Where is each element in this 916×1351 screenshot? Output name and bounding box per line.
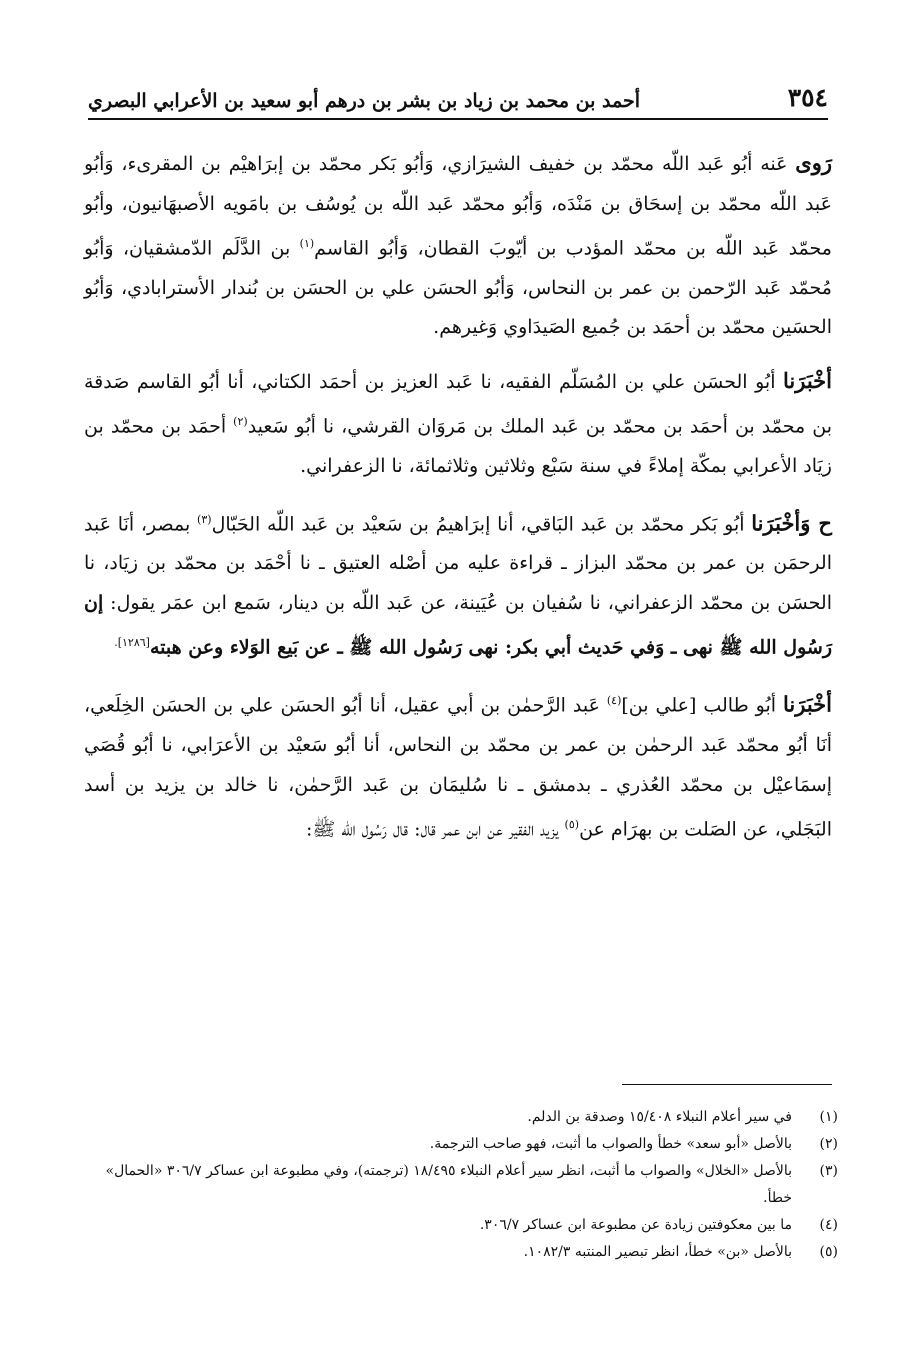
footnote-number: (١)	[819, 1109, 838, 1125]
paragraph-lead: ح وَأخْبَرَنا	[751, 509, 832, 535]
paragraph-text: يزيد الفقير عن ابن عمر قال: قال رَسُول الله ﷺ:	[306, 818, 565, 841]
paragraph-text: أبُو بَكر محمّد بن عَبد البَاقي، أنا إبرَاهيمُ بن سَعيْد بن عَبد اللّه الحَبّال	[211, 512, 752, 535]
body-text	[84, 143, 832, 863]
footnote-marker: (٥)	[564, 818, 580, 832]
paragraph-text: أبُو طالب [علي بن]	[621, 694, 784, 717]
page-header	[88, 78, 828, 120]
paragraph-narrators	[84, 143, 832, 348]
footnote-item	[80, 1212, 838, 1239]
hadith-number: [١٢٨٦].	[114, 636, 150, 650]
paragraph-text: بمصر، أنَا عَبد الرحمَن بن عمر بن محمّد البزاز ـ قراءة عليه من أصْله العتيق ـ نا أحْمَد بن محمّد بن زيَاد، نا الحسَن بن محمّد الزعفراني، نا سُفيان بن عُيَينة، عن عَبد اللّه بن دينار، سَمع ابن عمَر يقول:	[84, 512, 832, 614]
running-title: أحمد بن محمد بن زياد بن بشر بن درهم أبو سعيد بن الأعرابي البصري	[88, 90, 641, 112]
footnote-marker: (١)	[299, 237, 315, 250]
paragraph-text: عَبد الرَّحمٰن بن أبي عقيل، أنا أبُو الحسَن علي بن الحسَن الخِلَعي، أنَا أبُو محمّد عَبد الرحمٰن بن عمر بن محمّد بن النحاس، أنا أبُو سَعيْد بن الأعرَابي، نا أبُو قُصَي إسمَاعيْل بن محمّد العُذري ـ بدمشق ـ نا سُليمَان بن عَبد الرَّحمٰن، نا خالد بن يزيد بن أسد البَجَلي، عن الصَلت بن بهرَام عن	[84, 694, 832, 841]
paragraph-text: عَنه أبُو عَبد اللّه محمّد بن خفيف الشيرَازي، وَأبُو بَكر محمّد بن إبرَاهيْم بن المقرىء، وَأبُو عَبد اللّه محمّد بن إسحَاق بن مَنْدَه، وَأبُو محمّد عَبد اللّه بن يُوسُف بن بامَويه الأصبهَانيون، وأبُو محمّد عَبد اللّه بن محمّد المؤدب بن أيّوبَ القطان، وَأبُو القاسم	[84, 153, 832, 260]
footnote-text: في سير أعلام النبلاء ١٥/٤٠٨ وصدقة بن الدلم.	[527, 1109, 792, 1125]
footnotes	[80, 1104, 838, 1266]
footnote-marker: (٣)	[197, 512, 212, 526]
paragraph-lead: أخْبَرَنا	[783, 691, 832, 717]
footnote-marker: (٢)	[233, 415, 248, 429]
footnote-marker: (٤)	[606, 694, 622, 708]
paragraph-isnad-1	[84, 361, 832, 487]
footnote-item	[80, 1158, 838, 1212]
paragraph-lead: أخْبَرَنا	[783, 367, 832, 393]
footnote-item	[80, 1131, 838, 1158]
footnote-number: (٤)	[819, 1217, 838, 1233]
paragraph-lead: رَوى	[795, 150, 832, 175]
footnote-separator	[622, 1084, 832, 1085]
page-number: ٣٥٤	[787, 83, 828, 112]
footnote-text: بالأصل «بن» خطأ، انظر تبصير المنتبه ١٠٨٢/٣.	[523, 1244, 792, 1260]
footnote-number: (٢)	[819, 1136, 838, 1152]
paragraph-text: بن الدَّلَم الدّمشقيان، وَأبُو مُحمّد عَبد الرّحمن بن عمر بن النحاس، وَأبُو الحسَن علي بن الحسَن بن بُندار الأسترابادي، وَأبُو الحسَين محمّد بن أحمَد بن جُميع الصَيدَاوي وَغيرهم.	[84, 237, 832, 339]
footnote-text: بالأصل «أبو سعد» خطأ والصواب ما أثبت، فهو صاحب الترجمة.	[429, 1136, 792, 1152]
paragraph-isnad-2	[84, 500, 832, 669]
hadith-text: إن رَسُول الله ﷺ نهى ـ وَفي حَديث أبي بكر: نهى رَسُول الله ﷺ ـ عن بَيع الوَلاء وعن هبته	[84, 591, 832, 659]
footnote-number: (٣)	[819, 1163, 838, 1179]
footnote-item	[80, 1239, 838, 1266]
footnote-number: (٥)	[819, 1244, 838, 1260]
paragraph-text: أبُو الحسَن علي بن المُسَلّم الفقيه، نا عَبد العزيز بن أحمَد الكتاني، أنا أبُو القاسم صَدقة بن محمّد بن أحمَد بن محمّد بن عَبد الملك بن مَروَان القرشي، نا أبُو سَعيد	[84, 370, 832, 438]
footnote-text: ما بين معكوفتين زيادة عن مطبوعة ابن عساكر ٣٠٦/٧.	[479, 1217, 792, 1233]
paragraph-isnad-3	[84, 681, 832, 850]
footnote-item	[80, 1104, 838, 1131]
footnote-text: بالأصل «الخلال» والصواب ما أثبت، انظر سير أعلام النبلاء ١٨/٤٩٥ (ترجمته)، وفي مطبوعة ابن عساكر ٣٠٦/٧ «الحمال» خطأ.	[105, 1163, 792, 1206]
paragraph-text: أحمَد بن محمّد بن زيَاد الأعرابي بمكّة إملاءً في سنة سَبْع وثلاثين وثلاثمائة، نا الزعفراني.	[84, 415, 832, 478]
